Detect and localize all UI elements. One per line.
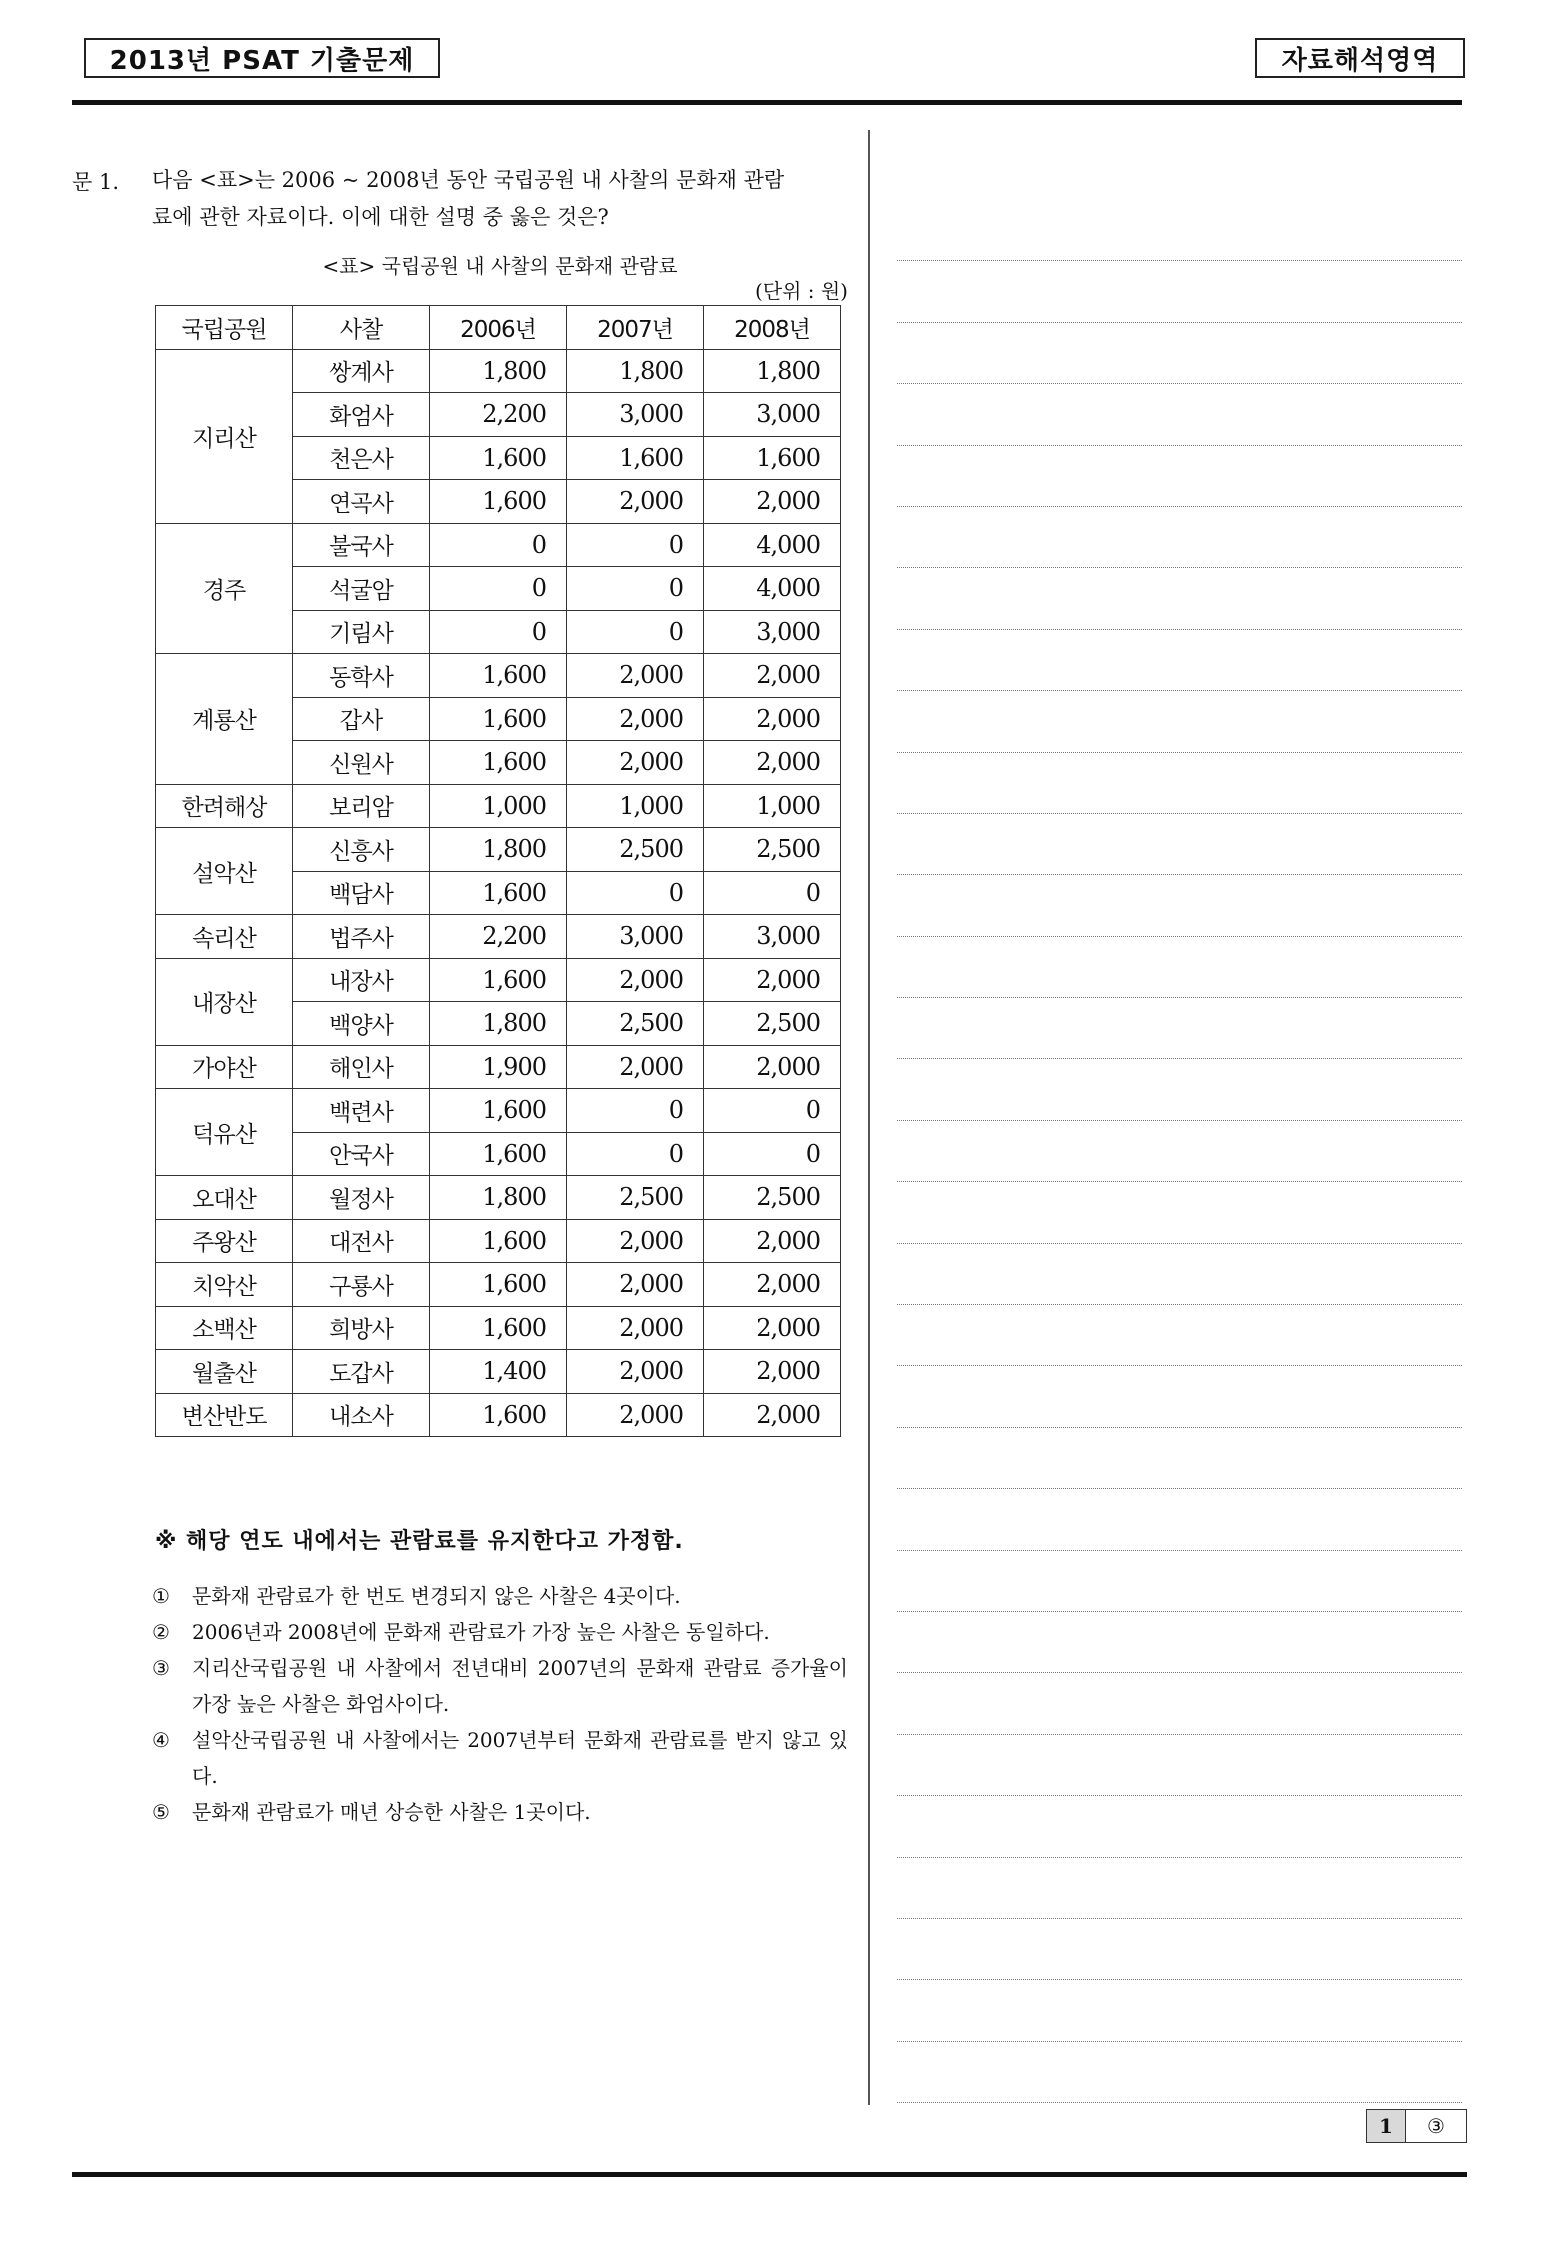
table-unit: (단위 : 원) xyxy=(754,279,848,303)
fee-cell: 3,000 xyxy=(704,393,841,437)
note-line xyxy=(897,1735,1462,1796)
question-text-line2: 료에 관한 자료이다. 이에 대한 설명 중 옳은 것은? xyxy=(152,205,609,229)
fee-cell: 1,600 xyxy=(430,1089,567,1133)
fee-cell: 1,600 xyxy=(704,436,841,480)
fee-cell: 2,500 xyxy=(567,828,704,872)
temple-cell: 백련사 xyxy=(293,1089,430,1133)
fee-cell: 2,000 xyxy=(567,1393,704,1437)
note-line xyxy=(897,691,1462,752)
temple-cell: 신원사 xyxy=(293,741,430,785)
park-cell: 치악산 xyxy=(156,1263,293,1307)
park-cell: 소백산 xyxy=(156,1306,293,1350)
fee-cell: 1,800 xyxy=(704,349,841,393)
note-line xyxy=(897,1551,1462,1612)
question-text-line1: 다음 <표>는 2006 ~ 2008년 동안 국립공원 내 사찰의 문화재 관람 xyxy=(152,168,785,192)
fee-cell: 0 xyxy=(567,1132,704,1176)
temple-cell: 보리암 xyxy=(293,784,430,828)
table-row xyxy=(156,828,841,872)
note-line xyxy=(897,1244,1462,1305)
page-number: 1 xyxy=(1366,2109,1406,2143)
column-divider xyxy=(868,130,870,2105)
option-text: 문화재 관람료가 한 번도 변경되지 않은 사찰은 4곳이다. xyxy=(192,1584,681,1608)
table-header-cell: 국립공원 xyxy=(156,306,293,350)
fee-cell: 1,600 xyxy=(430,654,567,698)
note-line xyxy=(897,1059,1462,1120)
fee-cell: 2,000 xyxy=(567,1219,704,1263)
fee-cell: 2,200 xyxy=(430,915,567,959)
fee-cell: 0 xyxy=(704,1132,841,1176)
section-title: 자료해석영역 xyxy=(1255,38,1465,78)
fee-cell: 2,500 xyxy=(704,1176,841,1220)
note-line xyxy=(897,1428,1462,1489)
option-text: 지리산국립공원 내 사찰에서 전년대비 2007년의 문화재 관람료 증가율이 가장 높은 사찰은 화엄사이다. xyxy=(192,1656,848,1716)
table-row xyxy=(156,784,841,828)
fee-cell: 2,500 xyxy=(567,1002,704,1046)
fee-cell: 1,600 xyxy=(430,741,567,785)
note-line xyxy=(897,875,1462,936)
fee-cell: 4,000 xyxy=(704,523,841,567)
fee-cell: 1,600 xyxy=(567,436,704,480)
question-text xyxy=(152,162,848,236)
fee-cell: 1,400 xyxy=(430,1350,567,1394)
table-row xyxy=(156,1045,841,1089)
temple-cell: 법주사 xyxy=(293,915,430,959)
fee-cell: 1,800 xyxy=(567,349,704,393)
temple-cell: 갑사 xyxy=(293,697,430,741)
fee-cell: 2,000 xyxy=(704,1306,841,1350)
fee-cell: 2,000 xyxy=(704,1219,841,1263)
fee-cell: 0 xyxy=(567,523,704,567)
fee-cell: 0 xyxy=(567,871,704,915)
table-row xyxy=(156,1219,841,1263)
table-row xyxy=(156,523,841,567)
temple-cell: 안국사 xyxy=(293,1132,430,1176)
temple-cell: 쌍계사 xyxy=(293,349,430,393)
fee-cell: 0 xyxy=(567,567,704,611)
footer-rule xyxy=(72,2172,1467,2177)
answer-marker: ③ xyxy=(1405,2109,1467,2143)
fee-cell: 2,000 xyxy=(567,697,704,741)
note-line xyxy=(897,1858,1462,1919)
park-cell: 속리산 xyxy=(156,915,293,959)
temple-cell: 백양사 xyxy=(293,1002,430,1046)
note-line xyxy=(897,1980,1462,2041)
fee-cell: 1,600 xyxy=(430,1306,567,1350)
park-cell: 설악산 xyxy=(156,828,293,915)
note-line xyxy=(897,507,1462,568)
table-row xyxy=(156,1176,841,1220)
fee-cell: 1,000 xyxy=(567,784,704,828)
note-line xyxy=(897,384,1462,445)
fee-cell: 1,800 xyxy=(430,828,567,872)
fee-cell: 2,000 xyxy=(567,1045,704,1089)
fee-cell: 1,600 xyxy=(430,480,567,524)
fee-cell: 2,000 xyxy=(704,958,841,1002)
note-line xyxy=(897,1673,1462,1734)
fee-cell: 0 xyxy=(430,523,567,567)
option-item xyxy=(152,1794,848,1830)
note-line xyxy=(897,568,1462,629)
fee-cell: 3,000 xyxy=(567,393,704,437)
fee-cell: 1,600 xyxy=(430,1132,567,1176)
option-marker: ④ xyxy=(152,1728,170,1752)
temple-cell: 신흥사 xyxy=(293,828,430,872)
option-marker: ② xyxy=(152,1620,170,1644)
note-line xyxy=(897,998,1462,1059)
table-row xyxy=(156,349,841,393)
fee-cell: 2,000 xyxy=(704,1350,841,1394)
fee-cell: 2,000 xyxy=(704,697,841,741)
temple-cell: 내소사 xyxy=(293,1393,430,1437)
fee-cell: 0 xyxy=(704,871,841,915)
fee-cell: 0 xyxy=(430,610,567,654)
note-line xyxy=(897,814,1462,875)
fee-cell: 2,000 xyxy=(567,654,704,698)
note-line xyxy=(897,1305,1462,1366)
fee-cell: 2,200 xyxy=(430,393,567,437)
park-cell: 한려해상 xyxy=(156,784,293,828)
fee-cell: 2,500 xyxy=(704,828,841,872)
temple-cell: 기림사 xyxy=(293,610,430,654)
note-line xyxy=(897,1489,1462,1550)
note-line xyxy=(897,261,1462,322)
fee-cell: 2,000 xyxy=(567,1263,704,1307)
answer-options xyxy=(152,1578,848,1830)
fee-cell: 1,900 xyxy=(430,1045,567,1089)
temple-cell: 천은사 xyxy=(293,436,430,480)
table-note: ※ 해당 연도 내에서는 관람료를 유지한다고 가정함. xyxy=(155,1529,684,1554)
fee-cell: 2,000 xyxy=(567,1350,704,1394)
fee-cell: 2,000 xyxy=(704,654,841,698)
note-line xyxy=(897,1796,1462,1857)
notes-area xyxy=(897,200,1462,2103)
fee-cell: 1,600 xyxy=(430,958,567,1002)
fee-cell: 2,500 xyxy=(567,1176,704,1220)
temple-cell: 월정사 xyxy=(293,1176,430,1220)
fee-cell: 1,800 xyxy=(430,349,567,393)
fee-cell: 1,600 xyxy=(430,436,567,480)
fee-cell: 3,000 xyxy=(704,915,841,959)
note-line xyxy=(897,1366,1462,1427)
table-row xyxy=(156,915,841,959)
fee-cell: 4,000 xyxy=(704,567,841,611)
park-cell: 덕유산 xyxy=(156,1089,293,1176)
note-line xyxy=(897,753,1462,814)
table-row xyxy=(156,1306,841,1350)
table-header-cell: 2007년 xyxy=(567,306,704,350)
temple-cell: 해인사 xyxy=(293,1045,430,1089)
fee-cell: 2,500 xyxy=(704,1002,841,1046)
fee-cell: 2,000 xyxy=(704,1045,841,1089)
fee-cell: 0 xyxy=(430,567,567,611)
fee-cell: 2,000 xyxy=(567,480,704,524)
temple-cell: 석굴암 xyxy=(293,567,430,611)
fee-cell: 3,000 xyxy=(704,610,841,654)
park-cell: 월출산 xyxy=(156,1350,293,1394)
temple-cell: 내장사 xyxy=(293,958,430,1002)
table-row xyxy=(156,1350,841,1394)
note-line xyxy=(897,1121,1462,1182)
option-text: 2006년과 2008년에 문화재 관람료가 가장 높은 사찰은 동일하다. xyxy=(192,1620,770,1644)
park-cell: 주왕산 xyxy=(156,1219,293,1263)
fee-cell: 0 xyxy=(567,610,704,654)
temple-cell: 구룡사 xyxy=(293,1263,430,1307)
temple-cell: 불국사 xyxy=(293,523,430,567)
note-line xyxy=(897,323,1462,384)
option-marker: ① xyxy=(152,1584,170,1608)
table-header-cell: 2008년 xyxy=(704,306,841,350)
fee-cell: 0 xyxy=(704,1089,841,1133)
option-text: 문화재 관람료가 매년 상승한 사찰은 1곳이다. xyxy=(192,1800,591,1824)
fee-cell: 2,000 xyxy=(567,1306,704,1350)
option-item xyxy=(152,1578,848,1614)
note-line xyxy=(897,446,1462,507)
fee-cell: 2,000 xyxy=(704,480,841,524)
option-marker: ③ xyxy=(152,1656,170,1680)
option-text: 설악산국립공원 내 사찰에서는 2007년부터 문화재 관람료를 받지 않고 있다. xyxy=(192,1728,848,1788)
fee-cell: 2,000 xyxy=(704,1393,841,1437)
table-row xyxy=(156,654,841,698)
fee-cell: 1,600 xyxy=(430,1263,567,1307)
park-cell: 오대산 xyxy=(156,1176,293,1220)
temple-cell: 도갑사 xyxy=(293,1350,430,1394)
fee-cell: 1,600 xyxy=(430,1393,567,1437)
fee-cell: 1,800 xyxy=(430,1002,567,1046)
fee-cell: 2,000 xyxy=(704,741,841,785)
park-cell: 내장산 xyxy=(156,958,293,1045)
fee-cell: 2,000 xyxy=(567,958,704,1002)
fee-cell: 1,600 xyxy=(430,697,567,741)
option-item xyxy=(152,1614,848,1650)
fee-cell: 0 xyxy=(567,1089,704,1133)
fee-cell: 2,000 xyxy=(567,741,704,785)
table-row xyxy=(156,1263,841,1307)
option-item xyxy=(152,1722,848,1794)
admission-fee-table xyxy=(155,305,841,1437)
note-line xyxy=(897,1182,1462,1243)
note-line xyxy=(897,1612,1462,1673)
table-caption: <표> 국립공원 내 사찰의 문화재 관람료 xyxy=(322,254,678,278)
temple-cell: 연곡사 xyxy=(293,480,430,524)
table-header-row xyxy=(156,306,841,350)
park-cell: 계룡산 xyxy=(156,654,293,785)
fee-cell: 1,800 xyxy=(430,1176,567,1220)
temple-cell: 희방사 xyxy=(293,1306,430,1350)
note-line xyxy=(897,200,1462,261)
option-item xyxy=(152,1650,848,1722)
park-cell: 지리산 xyxy=(156,349,293,523)
fee-cell: 1,000 xyxy=(704,784,841,828)
fee-cell: 1,600 xyxy=(430,871,567,915)
park-cell: 가야산 xyxy=(156,1045,293,1089)
temple-cell: 화엄사 xyxy=(293,393,430,437)
temple-cell: 백담사 xyxy=(293,871,430,915)
fee-cell: 1,000 xyxy=(430,784,567,828)
park-cell: 변산반도 xyxy=(156,1393,293,1437)
fee-cell: 1,600 xyxy=(430,1219,567,1263)
header-rule xyxy=(72,100,1462,105)
temple-cell: 대전사 xyxy=(293,1219,430,1263)
fee-cell: 2,000 xyxy=(704,1263,841,1307)
temple-cell: 동학사 xyxy=(293,654,430,698)
question-number: 문 1. xyxy=(72,170,119,194)
fee-cell: 3,000 xyxy=(567,915,704,959)
table-header-cell: 사찰 xyxy=(293,306,430,350)
table-row xyxy=(156,1089,841,1133)
park-cell: 경주 xyxy=(156,523,293,654)
table-header-cell: 2006년 xyxy=(430,306,567,350)
note-line xyxy=(897,630,1462,691)
note-line xyxy=(897,937,1462,998)
note-line xyxy=(897,2042,1462,2103)
note-line xyxy=(897,1919,1462,1980)
exam-title: 2013년 PSAT 기출문제 xyxy=(84,38,440,78)
option-marker: ⑤ xyxy=(152,1800,170,1824)
table-row xyxy=(156,958,841,1002)
table-row xyxy=(156,1393,841,1437)
